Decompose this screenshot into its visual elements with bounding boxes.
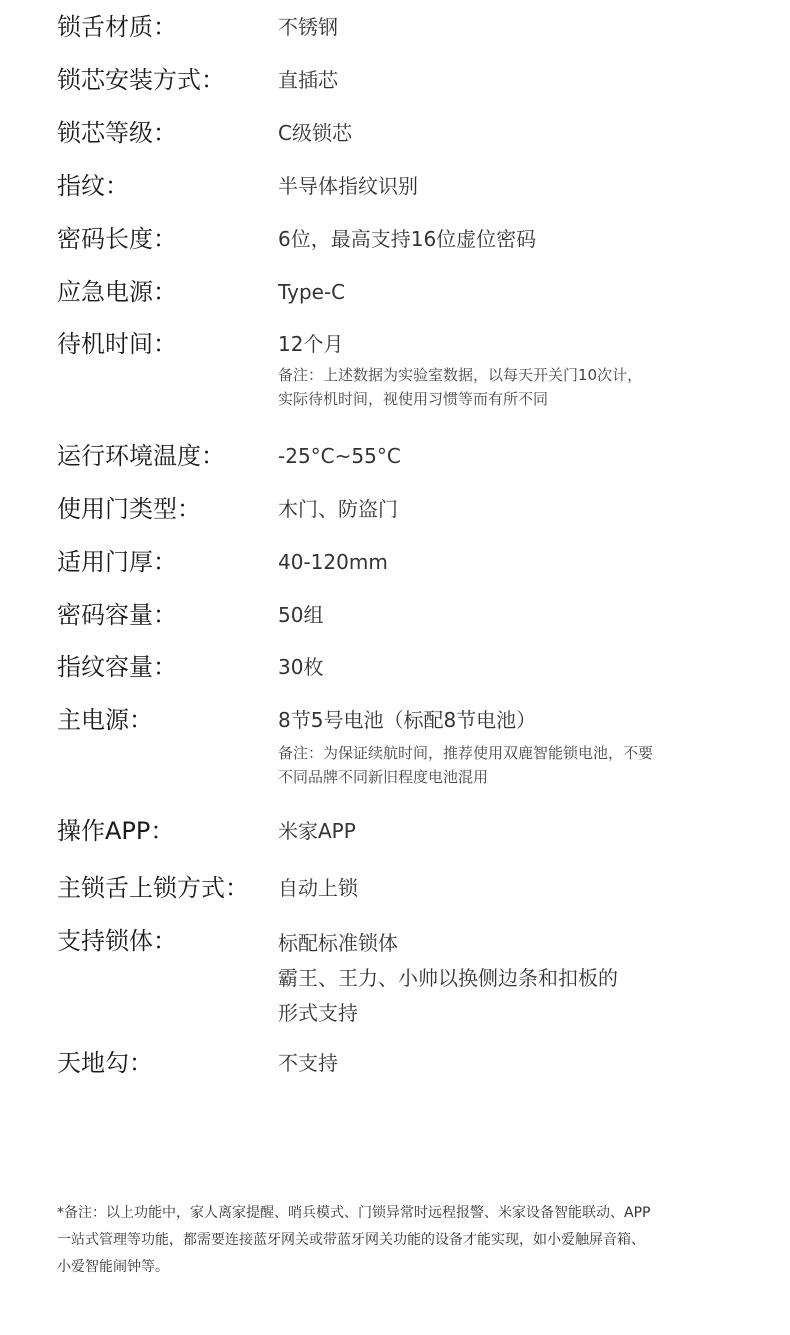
spec-value: 不支持	[278, 1051, 338, 1075]
spec-label: 支持锁体：	[57, 927, 177, 955]
spec-label: 使用门类型：	[57, 495, 201, 523]
spec-label: 密码长度：	[57, 225, 177, 253]
spec-value	[278, 926, 618, 1031]
footnote	[57, 1200, 747, 1281]
spec-label: 待机时间：	[57, 330, 177, 358]
spec-note-line: 备注：上述数据为实验室数据，以每天开关门10次计，	[278, 366, 643, 384]
spec-value: 8节5号电池（标配8节电池）	[278, 708, 537, 732]
spec-value: 自动上锁	[278, 876, 358, 900]
spec-note	[278, 363, 642, 411]
spec-value: 50组	[278, 603, 324, 627]
spec-label: 密码容量：	[57, 601, 177, 629]
spec-value: -25°C~55°C	[278, 444, 401, 468]
spec-label: 适用门厚：	[57, 548, 177, 576]
spec-value-line: 霸王、王力、小帅以换侧边条和扣板的	[278, 966, 618, 990]
spec-label: 主电源：	[57, 706, 153, 734]
spec-label: 锁舌材质：	[57, 13, 177, 41]
spec-note	[278, 741, 653, 789]
spec-value: 木门、防盗门	[278, 497, 398, 521]
spec-value: 12个月	[278, 332, 344, 356]
spec-label: 天地勾：	[57, 1049, 153, 1077]
spec-value: Type-C	[278, 280, 346, 304]
spec-label: 锁芯安装方式：	[57, 66, 225, 94]
footnote-line: *备注：以上功能中，家人离家提醒、哨兵模式、门锁异常时远程报警、米家设备智能联动、APP	[57, 1205, 651, 1221]
spec-note-line: 备注：为保证续航时间，推荐使用双鹿智能锁电池，不要	[278, 744, 654, 762]
spec-value: 6位，最高支持16位虚位密码	[278, 227, 537, 251]
spec-label: 主锁舌上锁方式：	[57, 874, 249, 902]
spec-value: 直插芯	[278, 68, 338, 92]
spec-value-line: 形式支持	[278, 1001, 358, 1025]
spec-value: 40-120mm	[278, 550, 388, 574]
spec-label: 运行环境温度：	[57, 442, 225, 470]
spec-label: 指纹容量：	[57, 653, 177, 681]
spec-value: 半导体指纹识别	[278, 174, 418, 198]
spec-value: 30枚	[278, 655, 324, 679]
spec-label: 指纹：	[57, 172, 129, 200]
footnote-line: 小爱智能闹钟等。	[57, 1259, 169, 1275]
spec-label: 应急电源：	[57, 278, 177, 306]
spec-value: 不锈钢	[278, 15, 338, 39]
spec-label: 锁芯等级：	[57, 119, 177, 147]
footnote-line: 一站式管理等功能，都需要连接蓝牙网关或带蓝牙网关功能的设备才能实现，如小爱触屏音箱、	[57, 1232, 645, 1248]
spec-label: 操作APP：	[57, 817, 175, 845]
spec-value: 米家APP	[278, 819, 356, 843]
spec-note-line: 实际待机时间，视使用习惯等而有所不同	[278, 390, 549, 408]
spec-value-line: 标配标准锁体	[278, 931, 398, 955]
spec-value: C级锁芯	[278, 121, 352, 145]
spec-note-line: 不同品牌不同新旧程度电池混用	[278, 768, 489, 786]
